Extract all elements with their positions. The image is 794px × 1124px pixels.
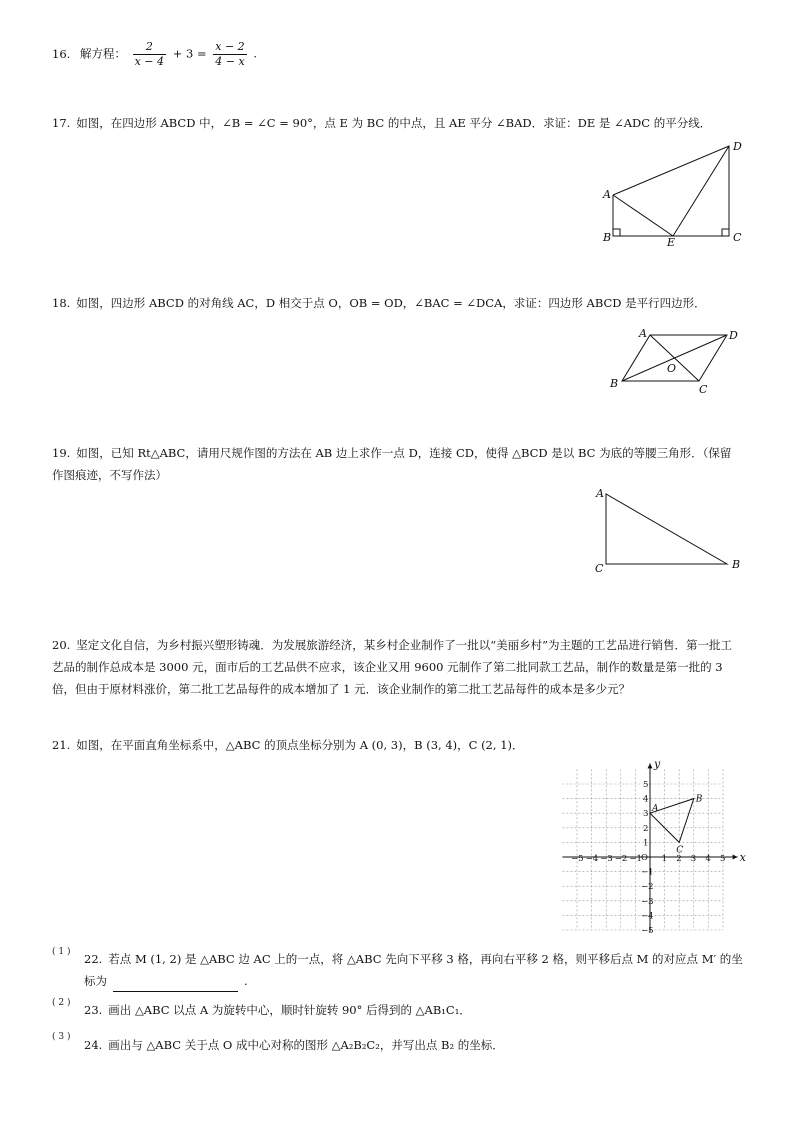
question-number: 24. [84, 1038, 103, 1052]
label-e: E [667, 236, 676, 249]
x-tick-label: −4 [585, 854, 599, 864]
subquestion-3-marker: ( 3 ) [52, 1032, 71, 1042]
question-21 [52, 734, 524, 756]
fraction-1-numerator: 2 [133, 40, 166, 55]
x-tick-label: 1 [661, 854, 668, 864]
point-b-label: B [695, 794, 703, 805]
y-tick-label: 5 [643, 780, 649, 790]
question-number: 23. [84, 1003, 103, 1017]
subquestion-2-marker: ( 2 ) [52, 998, 71, 1008]
coordinate-grid [560, 758, 744, 938]
question-number: 21. [52, 738, 71, 752]
question-label: 解方程： [79, 46, 126, 61]
label-d: D [733, 140, 742, 153]
label-a: A [596, 487, 604, 500]
question-number: 19. [52, 446, 71, 460]
y-tick-label: −1 [641, 867, 654, 878]
figure-q17 [600, 140, 750, 250]
point-c-label: C [676, 845, 684, 856]
x-tick-label: 2 [676, 854, 682, 864]
y-tick-label: 2 [643, 823, 649, 834]
answer-blank[interactable] [113, 977, 238, 992]
origin-label: O [641, 853, 648, 863]
y-axis-arrow [648, 763, 653, 768]
x-axis-label: x [739, 851, 746, 864]
right-angle-c [722, 229, 729, 236]
y-tick-label: 3 [643, 809, 649, 820]
segment-de [673, 146, 729, 236]
question-24 [84, 1034, 504, 1056]
label-b: B [610, 377, 619, 390]
y-tick-label: −5 [641, 926, 654, 936]
question-end: . [244, 974, 248, 988]
question-text: 如图，四边形 ABCD 的对角线 AC，D 相交于点 O，OB = OD，∠BAC = ∠DCA，求证：四边形 ABCD 是平行四边形． [76, 296, 706, 310]
segment-ae [613, 195, 673, 236]
question-text: 如图，在四边形 ABCD 中，∠B = ∠C = 90°，点 E 为 BC 的中点，且 AE 平分 ∠BAD．求证：DE 是 ∠ADC 的平分线． [76, 116, 712, 130]
fraction-2 [213, 40, 246, 69]
y-tick-label: 4 [643, 794, 649, 805]
x-tick-label: 4 [705, 854, 711, 864]
question-17 [52, 112, 711, 134]
question-text: 如图，已知 Rt△ABC，请用尺规作图的方法在 AB 边上求作一点 D，连接 CD，使得 △BCD 是以 BC 为底的等腰三角形．（保留作图痕迹，不写作法） [52, 446, 732, 482]
x-axis-arrow [733, 855, 738, 860]
right-angle-b [613, 229, 620, 236]
question-23 [84, 999, 471, 1021]
label-d: D [729, 329, 738, 342]
label-b: B [732, 558, 741, 571]
question-19 [52, 442, 742, 486]
x-tick-label: −2 [614, 854, 628, 864]
triangle-abc [606, 494, 727, 564]
question-number: 16. [52, 46, 71, 61]
y-tick-label: −3 [641, 896, 654, 907]
x-tick-label: −1 [629, 854, 642, 864]
y-tick-label: −2 [641, 882, 654, 893]
question-text: 坚定文化自信，为乡村振兴塑形铸魂．为发展旅游经济，某乡村企业制作了一批以“美丽乡村”为主题的工艺品进行销售．第一批工艺品的制作总成本是 3000 元，面市后的工艺品供不应求，该企业又用 9600 元制作了第二批同款工艺品，制作的数量是第一批的 3 倍，但由于原材料涨价，第二批工艺品每件的成本增加了 1 元．该企业制作的第二批工艺品每件的成本是多少元？ [52, 638, 733, 696]
question-number: 18. [52, 296, 71, 310]
label-o: O [667, 362, 677, 375]
point-a-label: A [652, 804, 659, 815]
label-a: A [639, 327, 647, 340]
question-number: 20. [52, 638, 71, 652]
label-b: B [603, 231, 612, 244]
x-tick-label: −5 [571, 854, 584, 864]
question-22 [84, 948, 746, 992]
question-18 [52, 292, 706, 314]
x-tick-label: −3 [600, 854, 613, 864]
subquestion-1-marker: ( 1 ) [52, 947, 71, 957]
y-axis-label: y [654, 757, 661, 771]
label-c: C [699, 383, 708, 396]
equation-middle: + 3 = [172, 46, 207, 61]
question-text: 画出与 △ABC 关于点 O 成中心对称的图形 △A₂B₂C₂，并写出点 B₂ 的坐标． [108, 1038, 504, 1052]
question-text: 如图，在平面直角坐标系中，△ABC 的顶点坐标分别为 A (0, 3)，B (3, 4)，C (2, 1)． [76, 738, 524, 752]
question-text: 画出 △ABC 以点 A 为旋转中心，顺时针旋转 90° 后得到的 △AB₁C₁． [108, 1003, 471, 1017]
x-tick-label: 3 [690, 854, 697, 864]
fraction-1 [133, 40, 166, 69]
quadrilateral-abcd [613, 146, 729, 236]
figure-q19 [590, 484, 750, 576]
question-20 [52, 634, 742, 700]
question-number: 22. [84, 952, 103, 966]
y-tick-label: −4 [641, 911, 654, 922]
figure-q18 [605, 325, 745, 395]
label-a: A [603, 188, 611, 201]
y-tick-label: 1 [643, 838, 649, 849]
fraction-2-denominator: 4 − x [215, 55, 245, 68]
label-c: C [733, 231, 742, 244]
fraction-1-denominator: x − 4 [134, 55, 165, 68]
question-16 [52, 40, 257, 69]
x-tick-label: 5 [720, 854, 726, 864]
equation-end: . [253, 46, 257, 61]
question-number: 17. [52, 116, 71, 130]
label-c: C [595, 562, 604, 575]
fraction-2-numerator: x − 2 [215, 40, 245, 53]
question-text: 若点 M (1, 2) 是 △ABC 边 AC 上的一点，将 △ABC 先向下平移 3 格，再向右平移 2 格，则平移后点 M 的对应点 M′ 的坐标为 [84, 952, 743, 988]
